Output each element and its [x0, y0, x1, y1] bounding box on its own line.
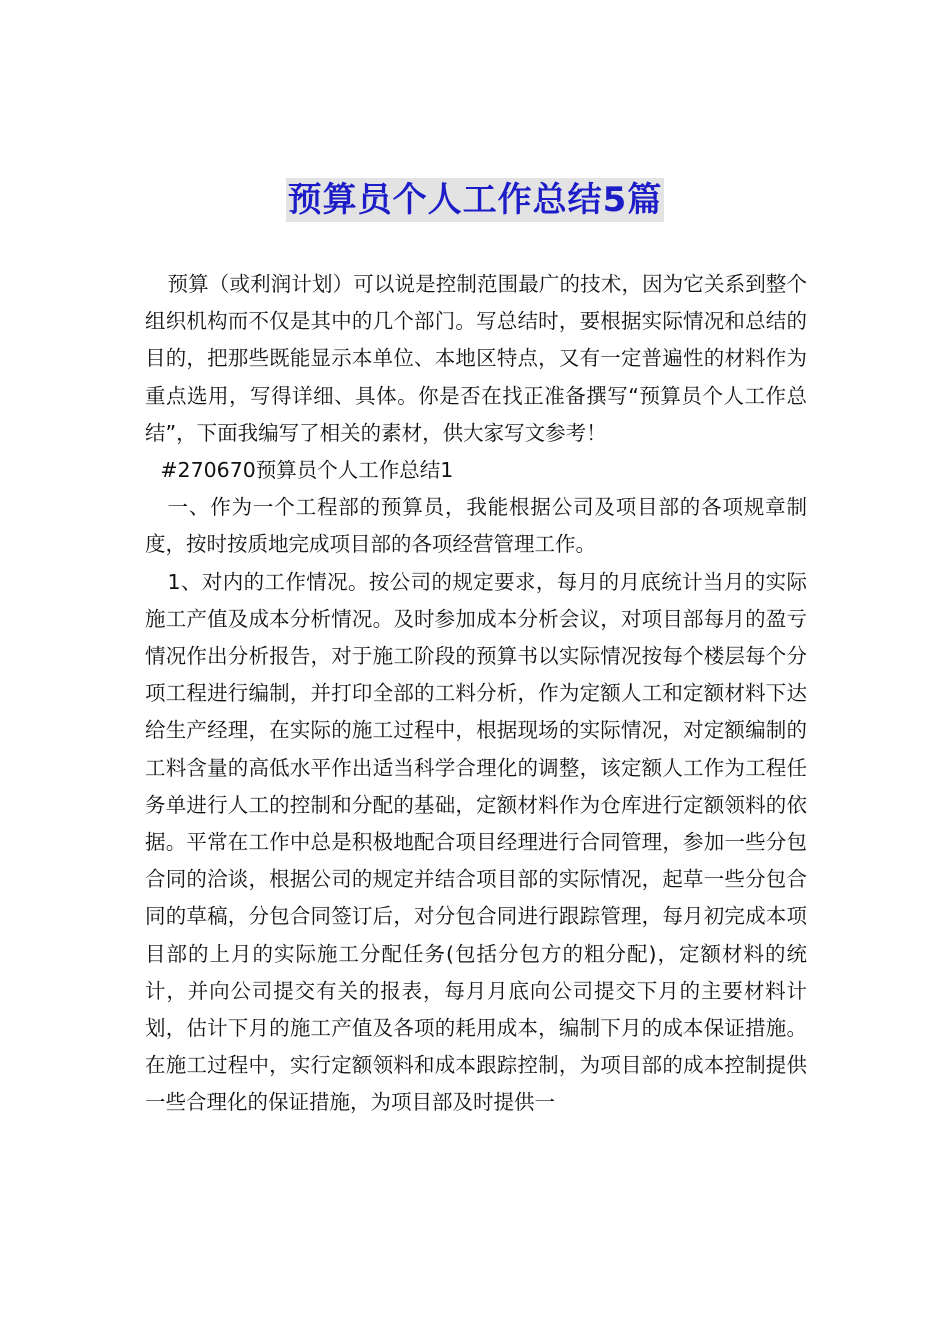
document-title: 预算员个人工作总结5篇 [287, 180, 663, 220]
document-body [145, 266, 807, 1122]
section-heading: #270670预算员个人工作总结1 [160, 458, 454, 483]
intro-paragraph: 预算（或利润计划）可以说是控制范围最广的技术，因为它关系到整个组织机构而不仅是其中的几个部门。写总结时，要根据实际情况和总结的目的，把那些既能显示本单位、本地区特点，又有一定普遍性的材料作为重点选用，写得详细、具体。你是否在找正准备撰写“预算员个人工作总结”，下面我编写了相关的素材，供大家写文参考！ [145, 272, 807, 445]
body-paragraph: 一、作为一个工程部的预算员，我能根据公司及项目部的各项规章制度，按时按质地完成项目部的各项经营管理工作。 [145, 495, 807, 557]
body-paragraph: 1、对内的工作情况。按公司的规定要求，每月的月底统计当月的实际施工产值及成本分析情况。及时参加成本分析会议，对项目部每月的盈亏情况作出分析报告，对于施工阶段的预算书以实际情况按每个楼层每个分项工程进行编制，并打印全部的工料分析，作为定额人工和定额材料下达给生产经理，在实际的施工过程中，根据现场的实际情况，对定额编制的工料含量的高低水平作出适当科学合理化的调整，该定额人工作为工程任务单进行人工的控制和分配的基础，定额材料作为仓库进行定额领料的依据。平常在工作中总是积极地配合项目经理进行合同管理，参加一些分包合同的洽谈，根据公司的规定并结合项目部的实际情况，起草一些分包合同的草稿，分包合同签订后，对分包合同进行跟踪管理，每月初完成本项目部的上月的实际施工分配任务(包括分包方的粗分配)，定额材料的统计，并向公司提交有关的报表，每月月底向公司提交下月的主要材料计划，估计下月的施工产值及各项的耗用成本，编制下月的成本保证措施。在施工过程中，实行定额领料和成本跟踪控制，为项目部的成本控制提供一些合理化的保证措施，为项目部及时提供一 [145, 569, 807, 1115]
title-container [0, 178, 950, 222]
